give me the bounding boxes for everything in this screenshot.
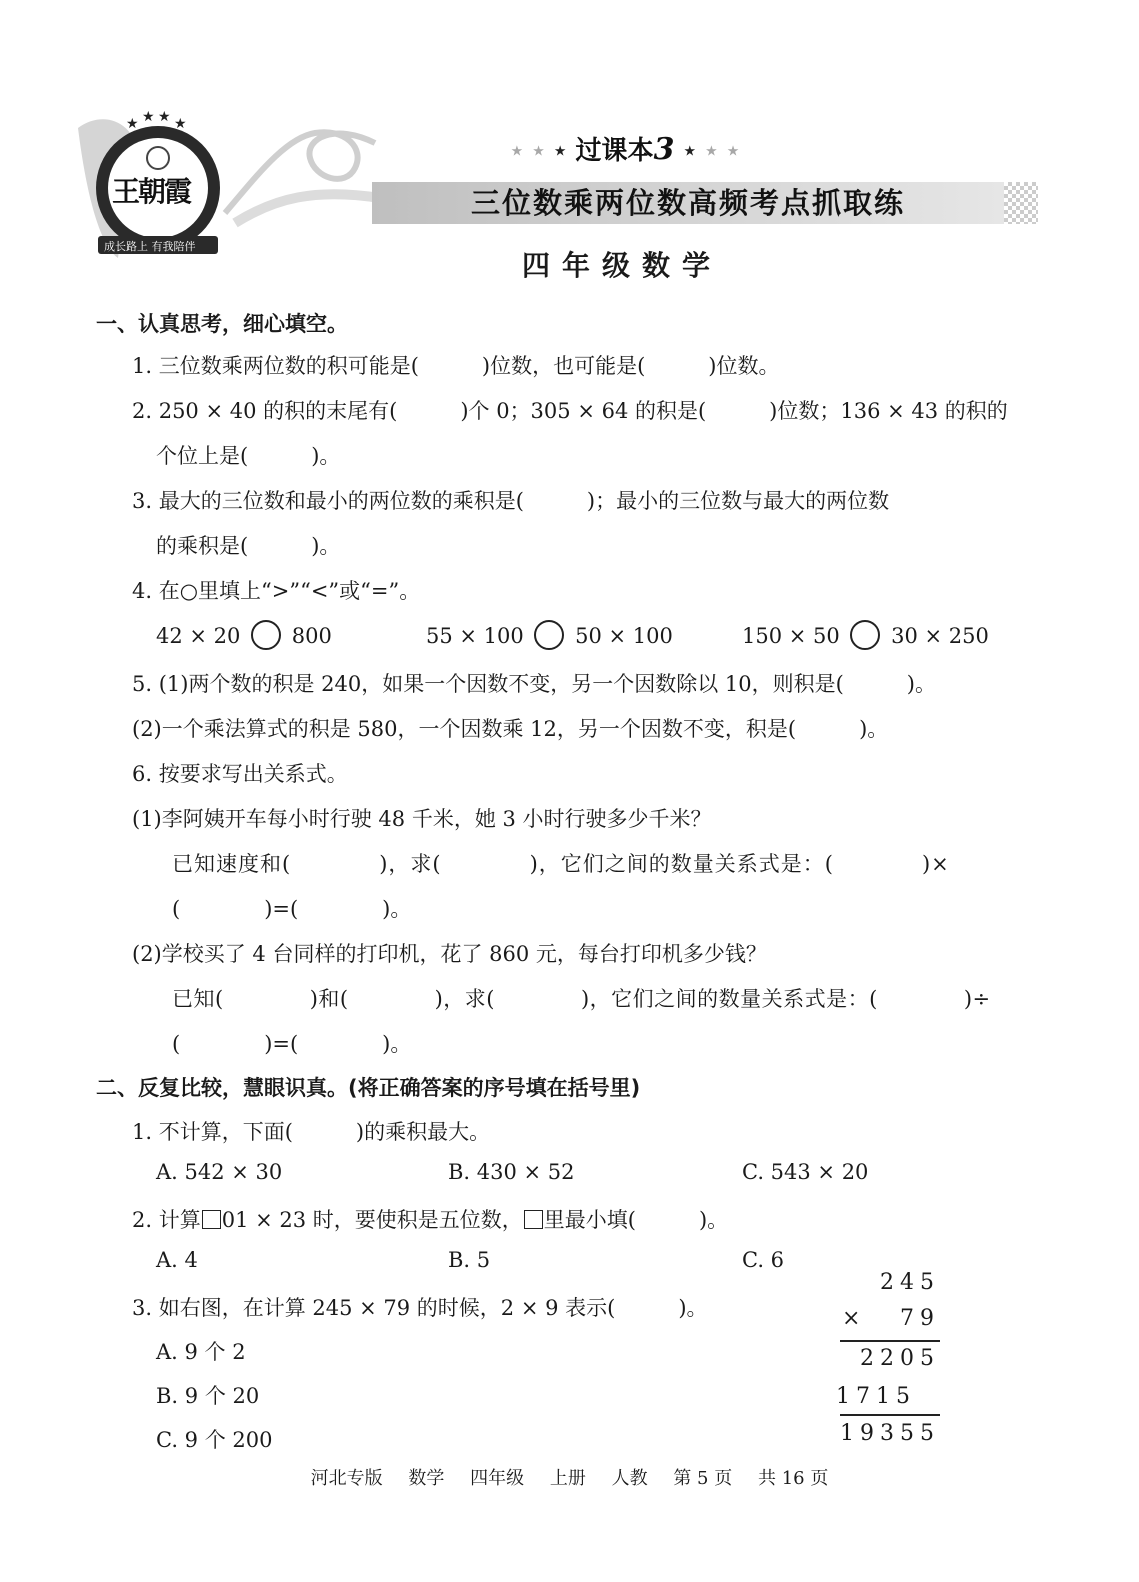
footer-publisher: 人教 — [611, 1468, 648, 1489]
star-icon: ★ — [683, 143, 697, 160]
series-text: 过课本 — [575, 136, 654, 166]
compare-b-right: 50 × 100 — [575, 624, 673, 648]
footer-grade: 四年级 — [470, 1468, 525, 1489]
s1-q4-compare-b — [426, 620, 673, 650]
blank-square-icon — [202, 1210, 221, 1229]
s2-q2 — [132, 1204, 728, 1234]
calc-partial-2: 1715 — [836, 1384, 916, 1409]
calc-partial-1: 2205 — [860, 1346, 940, 1371]
s1-q4-intro: 4. 在○里填上“>”“<”或“=”。 — [132, 579, 421, 603]
calc-line — [840, 1340, 940, 1342]
footer-edition: 河北专版 — [310, 1468, 383, 1489]
brand-name: 王朝霞 — [112, 175, 191, 208]
compare-c-right: 30 × 250 — [891, 624, 989, 648]
s1-q4-compare-a — [156, 620, 332, 650]
footer-subject: 数学 — [408, 1468, 445, 1489]
s1-q6-2-fill2: ( )=( )。 — [172, 1032, 412, 1056]
s2-q2-mid: 01 × 23 时，要使积是五位数， — [221, 1208, 523, 1232]
s1-q6-2: (2)学校买了 4 台同样的打印机，花了 860 元，每台打印机多少钱？ — [132, 942, 767, 966]
s1-q5-2: (2)一个乘法算式的积是 580，一个因数乘 12，另一个因数不变，积是( )。 — [132, 717, 889, 741]
svg-text:★: ★ — [174, 116, 187, 132]
s1-q2-line1: 2. 250 × 40 的积的末尾有( )个 0；305 × 64 的积是( )位数；136 × 43 的积的 — [132, 399, 1008, 423]
s2-q1: 1. 不计算，下面( )的乘积最大。 — [132, 1120, 491, 1144]
compare-circle-b[interactable] — [534, 620, 564, 650]
s2-q2-post: 里最小填( )。 — [543, 1208, 729, 1232]
star-icon: ★ — [705, 143, 718, 160]
svg-text:★: ★ — [158, 109, 171, 125]
brand-slogan: 成长路上 有我陪伴 — [104, 240, 196, 253]
star-icon: ★ — [510, 143, 524, 160]
banner-title: 三位数乘两位数高频考点抓取练 — [470, 186, 905, 220]
calc-operator: × — [842, 1306, 867, 1331]
s1-q1: 1. 三位数乘两位数的积可能是( )位数，也可能是( )位数。 — [132, 354, 780, 378]
s2-q2-option-a: A. 4 — [156, 1248, 198, 1272]
compare-c-left: 150 × 50 — [742, 624, 840, 648]
star-icon: ★ — [726, 143, 740, 160]
s1-q5-1: 5. (1)两个数的积是 240，如果一个因数不变，另一个因数除以 10，则积是( )。 — [132, 672, 936, 696]
footer-total: 共 16 页 — [757, 1468, 829, 1489]
star-icon: ★ — [553, 143, 567, 160]
s1-q6-1-fill2: ( )=( )。 — [172, 897, 412, 921]
calc-multiplicand: 245 — [880, 1270, 940, 1295]
compare-b-left: 55 × 100 — [426, 624, 524, 648]
s2-q2-option-c: C. 6 — [742, 1248, 785, 1272]
compare-circle-a[interactable] — [251, 620, 281, 650]
ribbon-decoration — [215, 118, 385, 228]
s2-q2-pre: 2. 计算 — [132, 1208, 201, 1232]
compare-circle-c[interactable] — [850, 620, 880, 650]
page-footer — [0, 1464, 1139, 1490]
svg-text:★: ★ — [126, 116, 139, 132]
s1-q2-line2: 个位上是( )。 — [156, 444, 341, 468]
s2-q3-option-c: C. 9 个 200 — [156, 1428, 273, 1452]
calc-multiplier: 79 — [900, 1306, 940, 1331]
section1-title: 一、认真思考，细心填空。 — [96, 312, 348, 336]
s1-q6-2-fill1: 已知( )和( )，求( )，它们之间的数量关系式是：( )÷ — [172, 987, 991, 1011]
s1-q3-line1: 3. 最大的三位数和最小的两位数的乘积是( )；最小的三位数与最大的两位数 — [132, 489, 890, 513]
s2-q2-option-b: B. 5 — [448, 1248, 491, 1272]
s2-q3-option-b: B. 9 个 20 — [156, 1384, 260, 1408]
s2-q1-option-a: A. 542 × 30 — [156, 1160, 283, 1184]
s2-q1-option-b: B. 430 × 52 — [448, 1160, 575, 1184]
svg-text:★: ★ — [142, 109, 155, 125]
star-icon: ★ — [532, 143, 545, 160]
page-subtitle: 四年级数学 — [521, 249, 722, 282]
s2-q3-option-a: A. 9 个 2 — [156, 1340, 246, 1364]
series-number: 3 — [653, 132, 675, 167]
calc-product: 19355 — [840, 1421, 940, 1446]
compare-a-left: 42 × 20 — [156, 624, 241, 648]
s1-q6-intro: 6. 按要求写出关系式。 — [132, 762, 348, 786]
brand-logo — [78, 108, 228, 268]
s1-q6-1: (1)李阿姨开车每小时行驶 48 千米，她 3 小时行驶多少千米？ — [132, 807, 712, 831]
s1-q6-1-fill1: 已知速度和( )，求( )，它们之间的数量关系式是：( )× — [172, 852, 950, 876]
blank-square-icon — [524, 1210, 543, 1229]
banner-pattern — [1004, 182, 1038, 224]
calc-line — [840, 1414, 940, 1416]
section2-title: 二、反复比较，慧眼识真。(将正确答案的序号填在括号里) — [96, 1076, 641, 1100]
s2-q1-option-c: C. 543 × 20 — [742, 1160, 869, 1184]
footer-page: 第 5 页 — [673, 1468, 733, 1489]
s1-q3-line2: 的乘积是( )。 — [156, 534, 341, 558]
series-label — [500, 130, 750, 167]
compare-a-right: 800 — [291, 624, 332, 648]
footer-volume: 上册 — [549, 1468, 586, 1489]
s2-q3: 3. 如右图，在计算 245 × 79 的时候，2 × 9 表示( )。 — [132, 1296, 708, 1320]
s1-q4-compare-c — [742, 620, 989, 650]
